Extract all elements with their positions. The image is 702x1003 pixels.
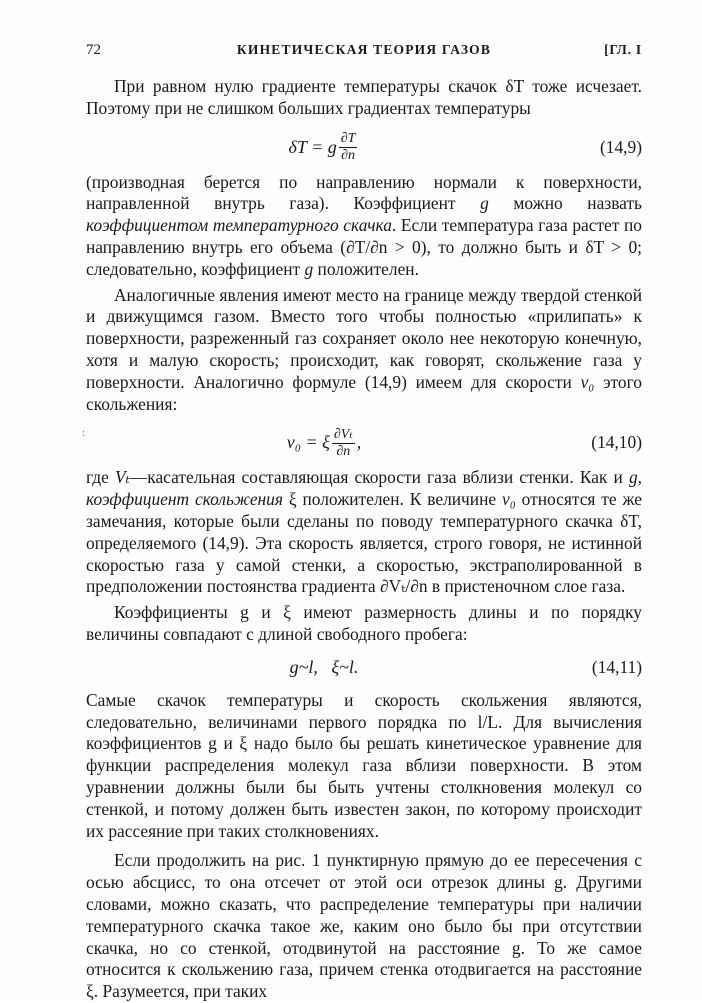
paragraph-1: При равном нулю градиенте температуры скачок δT тоже исчезает. Поэтому при не слишком больших градиентах температуры: [86, 76, 642, 118]
symbol-g: g: [628, 467, 638, 488]
paragraph-4: [86, 467, 642, 598]
symbol-g: g: [304, 258, 314, 279]
margin-mark: :: [82, 427, 86, 439]
paragraph-2-text-b: можно назвать: [488, 193, 642, 214]
paragraph-2-text-c: . Если температура газа растет по направлению внутрь его объема (∂T/∂n > 0), то должно быть и δT > 0; следовательно, коэффициент: [86, 215, 642, 279]
paragraph-7: Если продолжить на рис. 1 пунктирную прямую до ее пересечения с осью абсцисс, то она отсечет от этой оси отрезок длины g. Другими словами, можно сказать, что распределение температуры при наличии температурного скачка такое же, каким оно было бы при отсутствии скачка, но со стенкой, отодвинутой на расстояние g. То же самое относится к скольжению газа, причем стенка отодвигается на расстояние ξ. Разумеется, при таких: [86, 850, 642, 1002]
paragraph-4-text-b: —касательная составляющая скорости газа вблизи стенки. Как и: [129, 467, 629, 488]
paragraph-6: Самые скачок температуры и скорость скольжения являются, следовательно, величинами первого порядка по l/L. Для вычисления коэффициентов g и ξ надо было бы решать кинетическое уравнение для функции распределения молекул газа вблизи поверхности. В этом уравнении должны были бы быть учтены столкновения молекул со стенкой, и потому должен быть известен закон, по которому происходит их рассеяние при таких столкновениях.: [86, 689, 642, 841]
paragraph-4-text-c: ,: [637, 467, 642, 488]
equation-number: (14,10): [591, 432, 642, 453]
page-body: [86, 76, 642, 1003]
equation-14-10-body: [86, 421, 562, 465]
running-title: КИНЕТИЧЕСКАЯ ТЕОРИЯ ГАЗОВ: [236, 42, 492, 57]
equation-14-10: [86, 421, 642, 465]
fraction-denominator: ∂n: [336, 443, 351, 459]
equation-14-11-body: g~l, ξ~l.: [289, 656, 359, 677]
fraction-denominator: ∂n: [341, 148, 356, 164]
equation-14-9-lhs: δT = g: [288, 136, 337, 157]
term-slip-coefficient: коэффициент скольжения: [86, 489, 283, 510]
fraction-numerator: ∂T: [340, 131, 356, 147]
paragraph-2-text-a: (производная берется по направлению нормали к поверхности, направленной внутрь газа). Коэффициент: [86, 171, 642, 214]
paragraph-3-text-a: Аналогичные явления имеют место на границе между твердой стенкой и движущимся газом. Вместо того чтобы полностью «прилипать» к поверхности, разреженный газ сохраняет около нее некоторую конечную, хотя и малую скорость; происходит, как говорят, скольжение газа у поверхности. Аналогично формуле (14,9) имеем для скорости: [86, 284, 642, 392]
equation-14-9-body: [86, 126, 562, 170]
page-number: 72: [86, 42, 101, 58]
equation-number: (14,9): [599, 136, 642, 157]
symbol-v0: v₀: [502, 489, 516, 510]
equation-14-9: [86, 126, 642, 170]
paragraph-3-text-b: этого скольжения:: [86, 371, 642, 414]
paragraph-4-text-d: ξ положителен. К величине: [282, 489, 503, 510]
equation-14-10-rhs: ,: [356, 432, 362, 453]
symbol-vt: Vₜ: [114, 467, 130, 488]
equation-14-10-fraction: [332, 427, 355, 460]
paragraph-4-text-e: относятся те же замечания, которые были сделаны по поводу температурного скачка δT, определяемого (14,9). Эта скорость является, строго говоря, не истинной скоростью газа у самой стенки, а скоростью, экстраполированной в предположении постоянства градиента ∂Vₜ/∂n в пристеночном слое газа.: [86, 489, 642, 597]
paragraph-2: [86, 172, 642, 281]
equation-14-11: [86, 650, 642, 686]
fraction-numerator: ∂Vₜ: [333, 426, 353, 442]
equation-14-9-fraction: [339, 131, 358, 164]
symbol-v0: v₀: [580, 371, 595, 392]
equation-number: (14,11): [591, 656, 642, 677]
equation-14-10-lhs: v₀ = ξ: [286, 432, 330, 453]
symbol-g: g: [480, 193, 489, 214]
paragraph-2-text-d: положителен.: [313, 258, 419, 279]
paragraph-3: [86, 285, 642, 416]
chapter-label: [ГЛ. I: [604, 42, 642, 57]
paragraph-4-text-a: где: [86, 467, 115, 488]
term-temperature-jump: коэффициентом температурного скачка: [86, 215, 392, 236]
paragraph-5: Коэффициенты g и ξ имеют размерность длины и по порядку величины совпадают с длиной свободного пробега:: [86, 602, 642, 644]
running-header: [86, 42, 642, 64]
